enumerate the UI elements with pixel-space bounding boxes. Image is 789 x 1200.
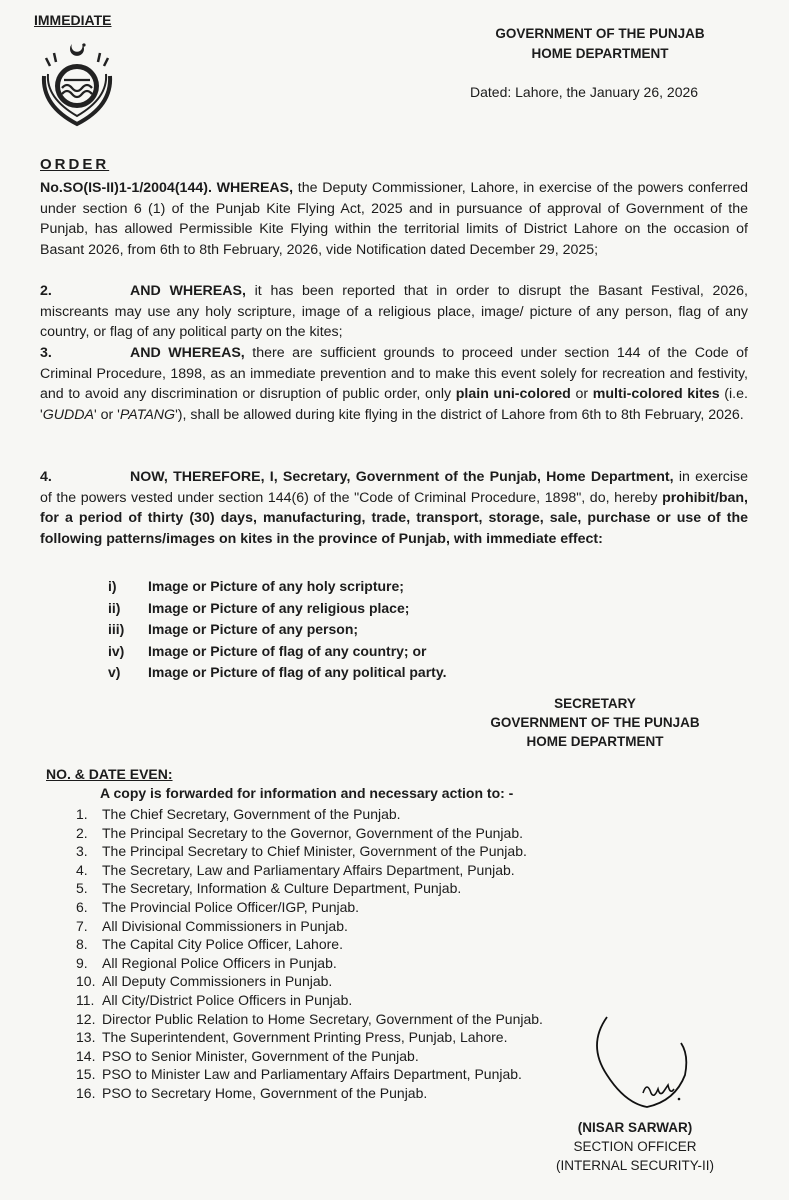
officer-name: (NISAR SARWAR) xyxy=(577,1120,693,1135)
priority-label: IMMEDIATE xyxy=(34,12,112,28)
list-item: 13. The Superintendent, Government Printing Press, Punjab, Lahore. xyxy=(76,1029,508,1046)
department-name: HOME DEPARTMENT xyxy=(531,46,669,61)
list-item: i) Image or Picture of any holy scripture; xyxy=(108,578,404,594)
order-paragraph-1 xyxy=(40,178,748,260)
paragraph-1-text: the Deputy Commissioner, Lahore, in exercise of the powers conferred under section 6 (1) of the Punjab Kite Flying Act, 2025 and in pursuance of approval of Government of the Punjab, has allowed Permissible Kite Flying within the territorial limits of District Lahore on the occasion of Basant 2026, from 6th to 8th February, 2026, vide Notification dated December 29, 2025; xyxy=(40,180,748,258)
ie-mid: ' or ' xyxy=(93,406,120,423)
list-item: 3. The Principal Secretary to Chief Minister, Government of the Punjab. xyxy=(76,843,527,860)
ie-open: (i.e. ' xyxy=(40,386,748,423)
paragraph-number: 4. xyxy=(40,469,52,485)
now-therefore-lead: NOW, THEREFORE, I, Secretary, Government of the Punjab, Home Department, xyxy=(130,469,674,485)
list-item: ii) Image or Picture of any religious place; xyxy=(108,599,410,616)
distribution-list xyxy=(76,805,543,1103)
multi-colored-term: multi-colored kites xyxy=(592,386,720,403)
or-word: or xyxy=(575,386,589,403)
order-paragraph-2 xyxy=(40,281,748,343)
gudda-term: GUDDA xyxy=(42,406,94,423)
paragraph-3-text-a: there are sufficient grounds to proceed under section 144 of the Code of Criminal Procedure, 1898, as an immediate prevention and to make this event solely for recreation and festivity, and to avoid any discrimination or disruption of public order, only xyxy=(40,345,748,403)
whereas-lead: WHEREAS, xyxy=(216,180,294,196)
list-item: 4. The Secretary, Law and Parliamentary Affairs Department, Punjab. xyxy=(76,861,515,878)
list-item: 15. PSO to Minister Law and Parliamentary Affairs Department, Punjab. xyxy=(76,1066,522,1083)
order-date: Dated: Lahore, the January 26, 2026 xyxy=(470,84,699,100)
officer-wing: (INTERNAL SECURITY-II) xyxy=(555,1158,715,1173)
paragraph-2-text: it has been reported that in order to disrupt the Basant Festival, 2026, miscreants may use any holy scripture, image of a religious place, image/ picture of any person, flag of any country, or flag of any political party on the kites; xyxy=(40,283,749,341)
paragraph-number: 2. xyxy=(40,283,52,299)
handwritten-signature xyxy=(585,1015,695,1115)
list-item: 10. All Deputy Commissioners in Punjab. xyxy=(76,973,333,990)
prohibition-clause: prohibit/ban, for a period of thirty (30) days, manufacturing, trade, transport, storage, sale, purchase or use of the following patterns/images on kites in the province of Punjab, with immediate effect: xyxy=(40,489,748,547)
paragraph-number: 3. xyxy=(40,345,52,361)
section-officer-block xyxy=(540,1118,730,1175)
order-paragraph-3 xyxy=(40,343,748,425)
uni-colored-term: plain uni-colored xyxy=(455,386,571,403)
list-item: iii) Image or Picture of any person; xyxy=(108,621,359,637)
list-item: 6. The Provincial Police Officer/IGP, Punjab. xyxy=(76,898,360,915)
secretary-government: GOVERNMENT OF THE PUNJAB xyxy=(490,715,700,730)
list-item: 5. The Secretary, Information & Culture Department, Punjab. xyxy=(76,880,462,897)
list-item: iv) Image or Picture of flag of any country; or xyxy=(108,642,427,659)
secretary-department: HOME DEPARTMENT xyxy=(526,734,664,749)
prohibited-items-list xyxy=(108,576,446,684)
department-header xyxy=(470,24,730,64)
list-item: 2. The Principal Secretary to the Governor, Government of the Punjab. xyxy=(76,824,523,841)
and-whereas-lead: AND WHEREAS, xyxy=(130,345,245,361)
secretary-title: SECRETARY xyxy=(554,696,636,711)
list-item: 8. The Capital City Police Officer, Lahore. xyxy=(76,936,343,953)
reference-number: No.SO(IS-II)1-1/2004(144). xyxy=(40,180,212,196)
and-whereas-lead: AND WHEREAS, xyxy=(130,283,246,299)
list-item: v) Image or Picture of flag of any political party. xyxy=(108,664,447,680)
list-item: 9. All Regional Police Officers in Punjab. xyxy=(76,954,337,971)
punjab-emblem-icon xyxy=(38,36,116,128)
secretary-signature-block xyxy=(480,694,710,751)
paragraph-4-text: in exercise of the powers vested under section 144(6) of the "Code of Criminal Procedure, 1898", do, hereby xyxy=(40,469,748,506)
list-item: 1. The Chief Secretary, Government of the Punjab. xyxy=(76,806,401,822)
order-paragraph-4 xyxy=(40,467,748,549)
list-item: 16. PSO to Secretary Home, Government of the Punjab. xyxy=(76,1084,428,1101)
patang-term: PATANG xyxy=(119,406,176,423)
copy-forwarded-intro: A copy is forwarded for information and necessary action to: - xyxy=(100,785,514,801)
government-name: GOVERNMENT OF THE PUNJAB xyxy=(495,26,705,41)
order-title: ORDER xyxy=(40,156,110,173)
list-item: 7. All Divisional Commissioners in Punjab. xyxy=(76,917,348,934)
paragraph-3-text-b: '), shall be allowed during kite flying in the district of Lahore from 6th to 8th February, 2026. xyxy=(175,406,744,423)
list-item: 14. PSO to Senior Minister, Government of the Punjab. xyxy=(76,1047,419,1064)
list-item: 12. Director Public Relation to Home Secretary, Government of the Punjab. xyxy=(76,1010,543,1027)
list-item: 11. All City/District Police Officers in Punjab. xyxy=(76,991,353,1008)
officer-designation: SECTION OFFICER xyxy=(573,1139,697,1154)
no-date-even-heading: NO. & DATE EVEN: xyxy=(46,766,173,782)
